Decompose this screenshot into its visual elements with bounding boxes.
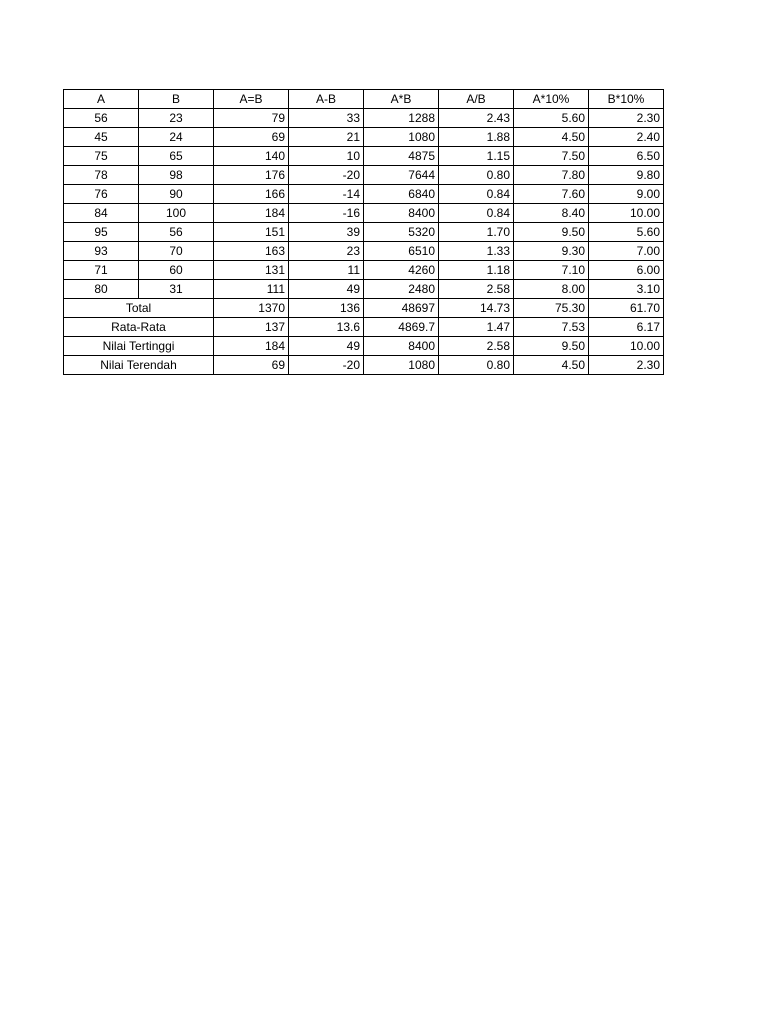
table-row [64, 147, 664, 166]
cell-a-times-b[interactable]: 6840 [364, 185, 439, 204]
cell-a[interactable]: 93 [64, 242, 139, 261]
summary-cell-b-10pct[interactable]: 61.70 [589, 299, 664, 318]
table-body [64, 109, 664, 375]
summary-cell-a-minus-b[interactable]: -20 [289, 356, 364, 375]
summary-cell-a-10pct[interactable]: 4.50 [514, 356, 589, 375]
header-cell-a-10pct[interactable]: A*10% [514, 90, 589, 109]
summary-cell-a-10pct[interactable]: 9.50 [514, 337, 589, 356]
cell-b[interactable]: 60 [139, 261, 214, 280]
cell-a-10pct[interactable]: 5.60 [514, 109, 589, 128]
table-row [64, 185, 664, 204]
cell-a-10pct[interactable]: 7.10 [514, 261, 589, 280]
data-table [63, 89, 664, 375]
table-row [64, 223, 664, 242]
cell-a-10pct[interactable]: 7.80 [514, 166, 589, 185]
cell-a-div-b[interactable]: 1.88 [439, 128, 514, 147]
cell-a-10pct[interactable]: 9.50 [514, 223, 589, 242]
cell-a-div-b[interactable]: 2.58 [439, 280, 514, 299]
cell-a-10pct[interactable]: 9.30 [514, 242, 589, 261]
table-row [64, 261, 664, 280]
cell-b-10pct[interactable]: 9.00 [589, 185, 664, 204]
cell-a-minus-b[interactable]: 23 [289, 242, 364, 261]
cell-a-minus-b[interactable]: 49 [289, 280, 364, 299]
table-row [64, 109, 664, 128]
summary-row [64, 318, 664, 337]
cell-a-equals-b[interactable]: 79 [214, 109, 289, 128]
cell-a-10pct[interactable]: 8.40 [514, 204, 589, 223]
summary-cell-a-minus-b[interactable]: 136 [289, 299, 364, 318]
cell-a[interactable]: 71 [64, 261, 139, 280]
cell-a-equals-b[interactable]: 140 [214, 147, 289, 166]
cell-a-minus-b[interactable]: -16 [289, 204, 364, 223]
summary-row [64, 356, 664, 375]
cell-a-equals-b[interactable]: 184 [214, 204, 289, 223]
header-cell-a-equals-b[interactable]: A=B [214, 90, 289, 109]
cell-a-div-b[interactable]: 2.43 [439, 109, 514, 128]
cell-a-equals-b[interactable]: 69 [214, 128, 289, 147]
cell-a-times-b[interactable]: 4875 [364, 147, 439, 166]
cell-b[interactable]: 24 [139, 128, 214, 147]
cell-a-minus-b[interactable]: 11 [289, 261, 364, 280]
cell-a-minus-b[interactable]: -14 [289, 185, 364, 204]
summary-cell-a-equals-b[interactable]: 184 [214, 337, 289, 356]
summary-label[interactable]: Total [64, 299, 214, 318]
summary-cell-a-div-b[interactable]: 1.47 [439, 318, 514, 337]
cell-a-equals-b[interactable]: 166 [214, 185, 289, 204]
cell-a-10pct[interactable]: 7.50 [514, 147, 589, 166]
cell-b-10pct[interactable]: 2.40 [589, 128, 664, 147]
cell-a-div-b[interactable]: 1.70 [439, 223, 514, 242]
cell-b[interactable]: 98 [139, 166, 214, 185]
summary-cell-a-div-b[interactable]: 0.80 [439, 356, 514, 375]
summary-cell-a-minus-b[interactable]: 13.6 [289, 318, 364, 337]
summary-cell-a-times-b[interactable]: 48697 [364, 299, 439, 318]
summary-cell-a-equals-b[interactable]: 69 [214, 356, 289, 375]
cell-a-10pct[interactable]: 8.00 [514, 280, 589, 299]
cell-a-times-b[interactable]: 1080 [364, 128, 439, 147]
cell-b[interactable]: 70 [139, 242, 214, 261]
cell-b-10pct[interactable]: 3.10 [589, 280, 664, 299]
cell-b-10pct[interactable]: 9.80 [589, 166, 664, 185]
summary-cell-a-div-b[interactable]: 2.58 [439, 337, 514, 356]
cell-a[interactable]: 75 [64, 147, 139, 166]
summary-cell-b-10pct[interactable]: 6.17 [589, 318, 664, 337]
summary-cell-b-10pct[interactable]: 2.30 [589, 356, 664, 375]
cell-a[interactable]: 45 [64, 128, 139, 147]
summary-row [64, 299, 664, 318]
cell-a-times-b[interactable]: 2480 [364, 280, 439, 299]
summary-cell-a-equals-b[interactable]: 137 [214, 318, 289, 337]
cell-a-times-b[interactable]: 5320 [364, 223, 439, 242]
header-row [64, 90, 664, 109]
summary-cell-a-times-b[interactable]: 4869.7 [364, 318, 439, 337]
cell-a-times-b[interactable]: 8400 [364, 204, 439, 223]
table-row [64, 166, 664, 185]
summary-label[interactable]: Rata-Rata [64, 318, 214, 337]
cell-a-div-b[interactable]: 1.18 [439, 261, 514, 280]
table-row [64, 280, 664, 299]
cell-a-equals-b[interactable]: 163 [214, 242, 289, 261]
summary-cell-b-10pct[interactable]: 10.00 [589, 337, 664, 356]
cell-a-equals-b[interactable]: 151 [214, 223, 289, 242]
cell-a-times-b[interactable]: 6510 [364, 242, 439, 261]
cell-a-times-b[interactable]: 7644 [364, 166, 439, 185]
header-cell-a-times-b[interactable]: A*B [364, 90, 439, 109]
cell-b[interactable]: 90 [139, 185, 214, 204]
cell-a-minus-b[interactable]: 33 [289, 109, 364, 128]
cell-a-minus-b[interactable]: -20 [289, 166, 364, 185]
cell-a-div-b[interactable]: 0.84 [439, 185, 514, 204]
summary-cell-a-times-b[interactable]: 8400 [364, 337, 439, 356]
header-cell-a-minus-b[interactable]: A-B [289, 90, 364, 109]
cell-b[interactable]: 56 [139, 223, 214, 242]
cell-b-10pct[interactable]: 10.00 [589, 204, 664, 223]
table-row [64, 204, 664, 223]
summary-label[interactable]: Nilai Tertinggi [64, 337, 214, 356]
cell-a[interactable]: 78 [64, 166, 139, 185]
cell-a-minus-b[interactable]: 39 [289, 223, 364, 242]
table-row [64, 242, 664, 261]
cell-a-times-b[interactable]: 1288 [364, 109, 439, 128]
cell-a-equals-b[interactable]: 111 [214, 280, 289, 299]
summary-cell-a-equals-b[interactable]: 1370 [214, 299, 289, 318]
table-row [64, 128, 664, 147]
cell-b-10pct[interactable]: 2.30 [589, 109, 664, 128]
header-cell-b[interactable]: B [139, 90, 214, 109]
cell-a-div-b[interactable]: 1.33 [439, 242, 514, 261]
cell-b-10pct[interactable]: 6.00 [589, 261, 664, 280]
cell-a-10pct[interactable]: 7.60 [514, 185, 589, 204]
cell-a[interactable]: 56 [64, 109, 139, 128]
summary-cell-a-10pct[interactable]: 75.30 [514, 299, 589, 318]
cell-b[interactable]: 65 [139, 147, 214, 166]
summary-row [64, 337, 664, 356]
cell-b-10pct[interactable]: 7.00 [589, 242, 664, 261]
cell-b-10pct[interactable]: 6.50 [589, 147, 664, 166]
cell-a-10pct[interactable]: 4.50 [514, 128, 589, 147]
header-cell-a-div-b[interactable]: A/B [439, 90, 514, 109]
header-cell-a[interactable]: A [64, 90, 139, 109]
summary-cell-a-minus-b[interactable]: 49 [289, 337, 364, 356]
summary-label[interactable]: Nilai Terendah [64, 356, 214, 375]
cell-b[interactable]: 23 [139, 109, 214, 128]
cell-a-div-b[interactable]: 0.84 [439, 204, 514, 223]
cell-b[interactable]: 31 [139, 280, 214, 299]
cell-a-times-b[interactable]: 4260 [364, 261, 439, 280]
header-cell-b-10pct[interactable]: B*10% [589, 90, 664, 109]
cell-a[interactable]: 84 [64, 204, 139, 223]
cell-b[interactable]: 100 [139, 204, 214, 223]
cell-a-div-b[interactable]: 1.15 [439, 147, 514, 166]
cell-a[interactable]: 95 [64, 223, 139, 242]
summary-cell-a-div-b[interactable]: 14.73 [439, 299, 514, 318]
summary-cell-a-times-b[interactable]: 1080 [364, 356, 439, 375]
cell-a[interactable]: 80 [64, 280, 139, 299]
cell-a-equals-b[interactable]: 176 [214, 166, 289, 185]
cell-a[interactable]: 76 [64, 185, 139, 204]
cell-a-minus-b[interactable]: 10 [289, 147, 364, 166]
cell-a-div-b[interactable]: 0.80 [439, 166, 514, 185]
cell-b-10pct[interactable]: 5.60 [589, 223, 664, 242]
summary-cell-a-10pct[interactable]: 7.53 [514, 318, 589, 337]
cell-a-equals-b[interactable]: 131 [214, 261, 289, 280]
cell-a-minus-b[interactable]: 21 [289, 128, 364, 147]
